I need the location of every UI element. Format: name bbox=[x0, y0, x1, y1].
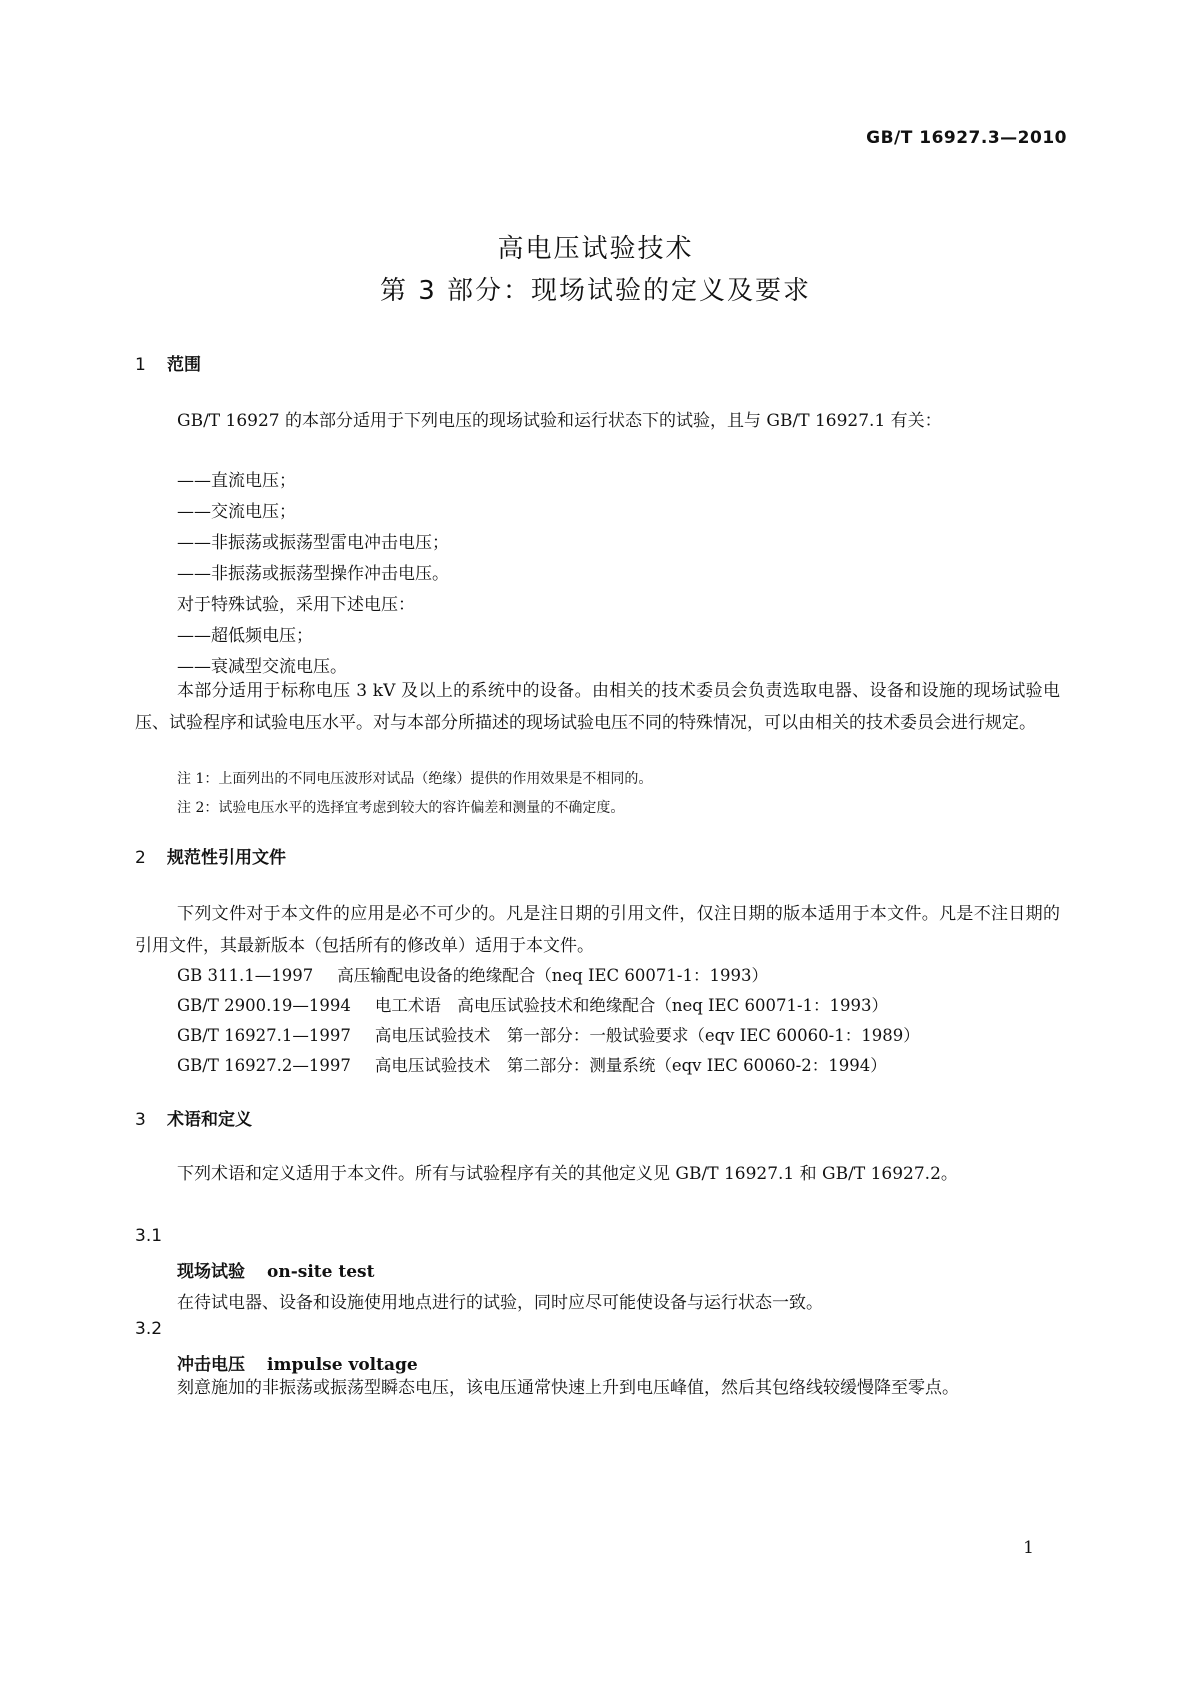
reference-code: GB/T 16927.2—1997 bbox=[177, 1056, 351, 1075]
term-zh: 冲击电压 bbox=[177, 1355, 245, 1375]
section-3-heading bbox=[135, 1105, 252, 1130]
page-number: 1 bbox=[1023, 1538, 1034, 1558]
list-item: ——非振荡或振荡型雷电冲击电压； bbox=[177, 533, 449, 553]
section-title: 术语和定义 bbox=[167, 1110, 252, 1130]
term-definition: 刻意施加的非振荡或振荡型瞬态电压，该电压通常快速上升到电压峰值，然后其包络线较缓慢降至零点。 bbox=[177, 1378, 959, 1398]
term-zh: 现场试验 bbox=[177, 1262, 245, 1282]
term-definition: 在待试电器、设备和设施使用地点进行的试验，同时应尽可能使设备与运行状态一致。 bbox=[177, 1293, 823, 1313]
reference-code: GB 311.1—1997 bbox=[177, 966, 314, 985]
list-item: ——交流电压； bbox=[177, 502, 296, 522]
section-title: 规范性引用文件 bbox=[167, 848, 286, 868]
term-en: impulse voltage bbox=[267, 1355, 418, 1375]
reference-code: GB/T 16927.1—1997 bbox=[177, 1026, 351, 1045]
term-heading bbox=[177, 1257, 374, 1282]
section-title: 范围 bbox=[167, 355, 201, 375]
reference-title: 高电压试验技术 第一部分：一般试验要求（eqv IEC 60060-1：1989） bbox=[374, 1026, 920, 1045]
reference-title: 高电压试验技术 第二部分：测量系统（eqv IEC 60060-2：1994） bbox=[374, 1056, 887, 1075]
note-2: 注 2：试验电压水平的选择宜考虑到较大的容许偏差和测量的不确定度。 bbox=[177, 800, 625, 816]
standard-code: GB/T 16927.3—2010 bbox=[866, 128, 1067, 148]
list-item: ——超低频电压； bbox=[177, 626, 313, 646]
document-subtitle: 第 3 部分：现场试验的定义及要求 bbox=[379, 276, 812, 306]
reference-title: 高压输配电设备的绝缘配合（neq IEC 60071-1：1993） bbox=[337, 966, 768, 985]
section-number: 3 bbox=[135, 1110, 146, 1130]
section-2-heading bbox=[135, 843, 286, 868]
reference-item bbox=[177, 1052, 911, 1076]
list-item: ——直流电压； bbox=[177, 471, 296, 491]
section-number: 2 bbox=[135, 848, 146, 868]
reference-item bbox=[177, 962, 792, 986]
list-item: ——非振荡或振荡型操作冲击电压。 bbox=[177, 564, 449, 584]
section-2-intro: 下列文件对于本文件的应用是必不可少的。凡是注日期的引用文件，仅注日期的版本适用于本文件。凡是不注日期的引用文件，其最新版本（包括所有的修改单）适用于本文件。 bbox=[135, 904, 1060, 956]
section-number: 1 bbox=[135, 355, 146, 375]
reference-code: GB/T 2900.19—1994 bbox=[177, 996, 351, 1015]
special-intro: 对于特殊试验，采用下述电压： bbox=[177, 595, 415, 615]
reference-item bbox=[177, 1022, 944, 1046]
section-3-intro: 下列术语和定义适用于本文件。所有与试验程序有关的其他定义见 GB/T 16927.1 和 GB/T 16927.2。 bbox=[177, 1164, 958, 1184]
note-1: 注 1：上面列出的不同电压波形对试品（绝缘）提供的作用效果是不相同的。 bbox=[177, 771, 653, 787]
reference-item bbox=[177, 992, 912, 1016]
term-number: 3.2 bbox=[135, 1319, 163, 1339]
term-en: on-site test bbox=[267, 1262, 375, 1282]
term-number: 3.1 bbox=[135, 1226, 163, 1246]
scope-paragraph: 本部分适用于标称电压 3 kV 及以上的系统中的设备。由相关的技术委员会负责选取电器、设备和设施的现场试验电压、试验程序和试验电压水平。对与本部分所描述的现场试验电压不同的特殊情况，可以由相关的技术委员会进行规定。 bbox=[135, 681, 1060, 733]
reference-title: 电工术语 高电压试验技术和绝缘配合（neq IEC 60071-1：1993） bbox=[374, 996, 889, 1015]
section-1-heading bbox=[135, 350, 201, 375]
section-1-intro: GB/T 16927 的本部分适用于下列电压的现场试验和运行状态下的试验，且与 GB/T 16927.1 有关： bbox=[177, 411, 942, 431]
document-title: 高电压试验技术 bbox=[497, 234, 694, 264]
list-item: ——衰减型交流电压。 bbox=[177, 657, 347, 677]
